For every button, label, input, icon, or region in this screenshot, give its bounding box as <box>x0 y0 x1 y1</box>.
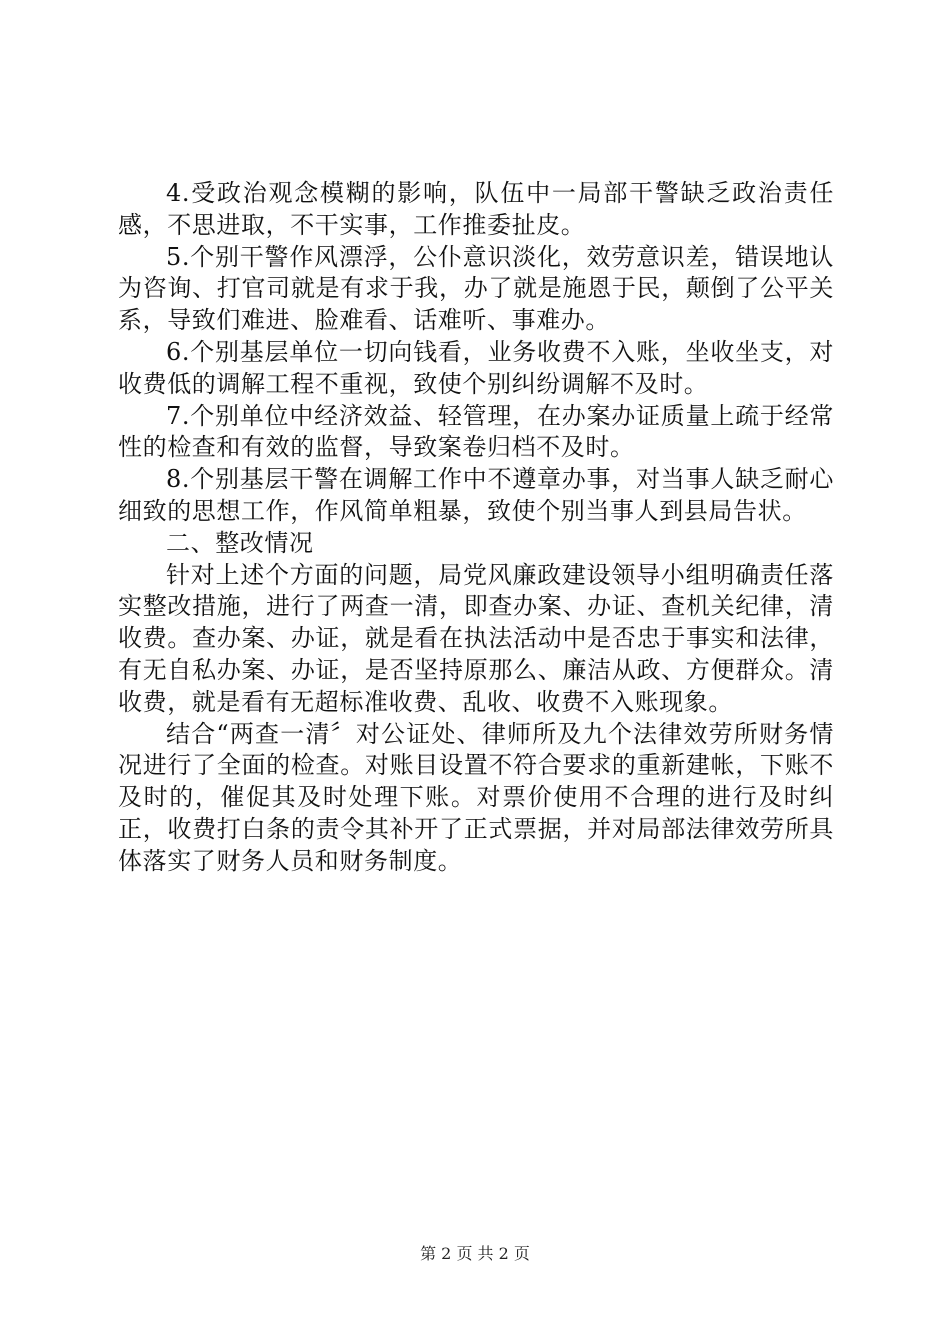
paragraph-item-4: 4.受政治观念模糊的影响，队伍中一局部干警缺乏政治责任感，不思进取，不干实事，工作推委扯皮。 <box>118 179 834 239</box>
paragraph-item-7: 7.个别单位中经济效益、轻管理，在办案办证质量上疏于经常性的检查和有效的监督，导致案卷归档不及时。 <box>118 401 834 462</box>
paragraph-rectification: 针对上述个方面的问题，局党风廉政建设领导小组明确责任落实整改措施，进行了两查一清，即查办案、办证、查机关纪律，清收费。查办案、办证，就是看在执法活动中是否忠于事实和法律，有无自私办案、办证，是否坚持原那么、廉洁从政、方便群众。清收费，就是看有无超标准收费、乱收、收费不入账现象。 <box>118 560 834 716</box>
page-number-footer: 第 2 页 共 2 页 <box>420 1244 530 1263</box>
paragraph-finance-check: 结合“两查一清〞对公证处、律师所及九个法律效劳所财务情况进行了全面的检查。对账目设置不符合要求的重新建帐，下账不及时的，催促其及时处理下账。对票价使用不合理的进行及时纠正，收费打白条的责令其补开了正式票据，并对局部法律效劳所具体落实了财务人员和财务制度。 <box>118 719 834 875</box>
section-heading: 二、整改情况 <box>166 528 314 557</box>
document-body <box>118 178 834 878</box>
paragraph-item-8: 8.个别基层干警在调解工作中不遵章办事，对当事人缺乏耐心细致的思想工作，作风简单粗暴，致使个别当事人到县局告状。 <box>118 465 834 525</box>
paragraph-item-6: 6.个别基层单位一切向钱看，业务收费不入账，坐收坐支，对收费低的调解工程不重视，致使个别纠纷调解不及时。 <box>118 337 834 398</box>
paragraph-item-5: 5.个别干警作风漂浮，公仆意识淡化，效劳意识差，错误地认为咨询、打官司就是有求于我，办了就是施恩于民，颠倒了公平关系，导致们难进、脸难看、话难听、事难办。 <box>118 242 834 335</box>
